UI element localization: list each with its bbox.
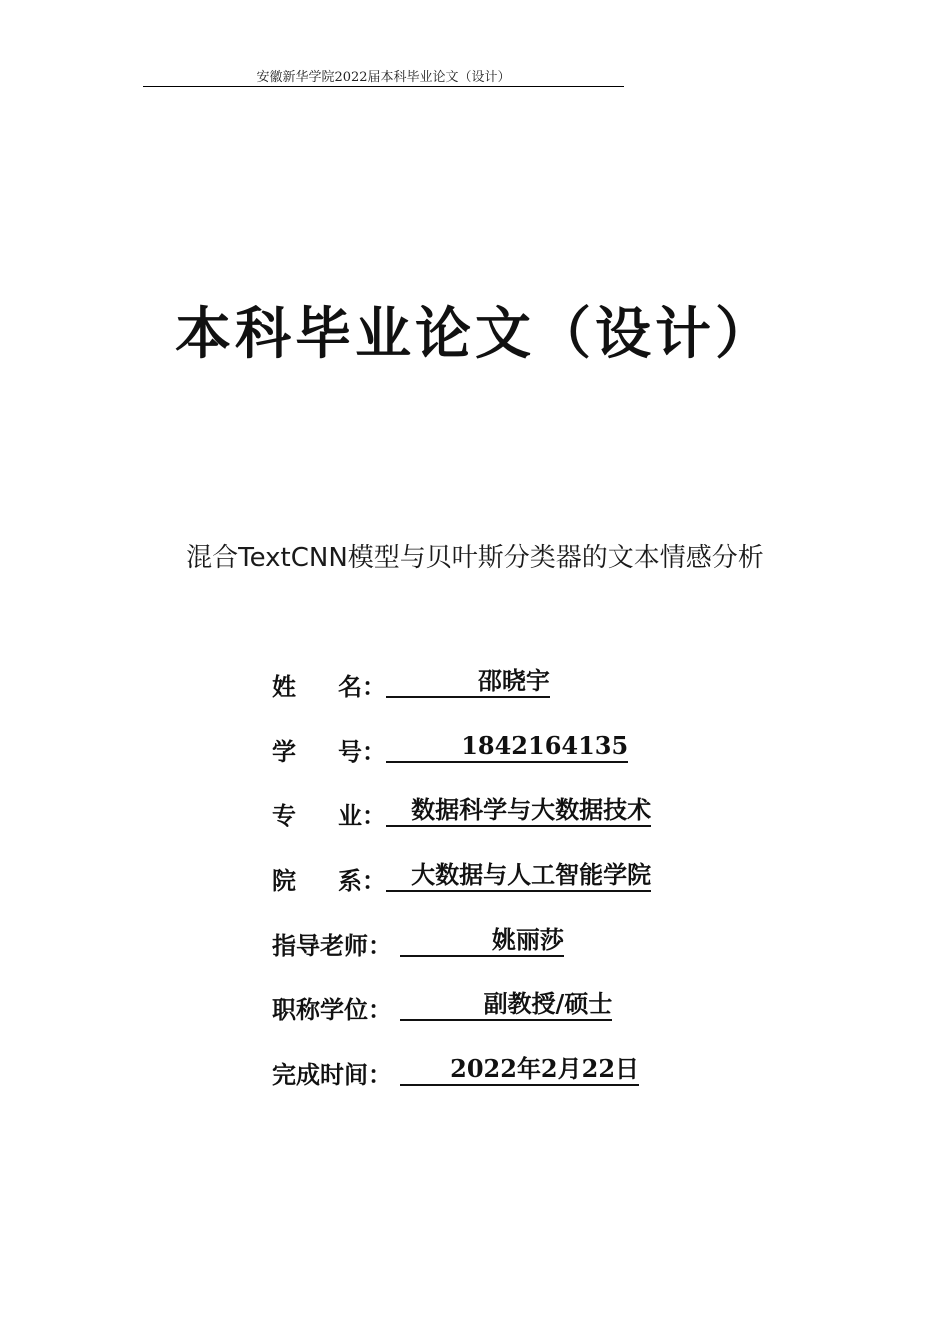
info-row-date [272,1055,832,1120]
student-id-value: 1842164135 [386,732,628,763]
advisor-label: 指导老师： [272,930,392,960]
major-value: 数据科学与大数据技术 [386,796,651,827]
major-label: 专 业： [272,801,386,831]
info-row-title-degree [272,990,832,1055]
running-header-text: 安徽新华学院2022届本科毕业论文（设计） [256,70,511,85]
main-title: 本科毕业论文（设计） [175,301,775,367]
running-header [143,69,624,87]
department-value: 大数据与人工智能学院 [386,861,651,892]
info-block [272,667,832,1120]
advisor-value: 姚丽莎 [400,926,564,957]
date-label: 完成时间： [272,1060,392,1090]
thesis-title: 混合TextCNN模型与贝叶斯分类器的文本情感分析 [186,543,764,573]
info-row-student-id [272,732,832,797]
info-row-department [272,861,832,926]
name-value: 邵晓宇 [386,667,550,698]
info-row-major [272,796,832,861]
info-row-name [272,667,832,732]
title-degree-label: 职称学位： [272,995,392,1025]
department-label: 院 系： [272,866,386,896]
date-value: 2022年2月22日 [400,1055,639,1086]
info-row-advisor [272,926,832,991]
student-id-label: 学 号： [272,736,386,766]
title-degree-value: 副教授/硕士 [400,990,612,1021]
name-label: 姓 名： [272,672,386,701]
